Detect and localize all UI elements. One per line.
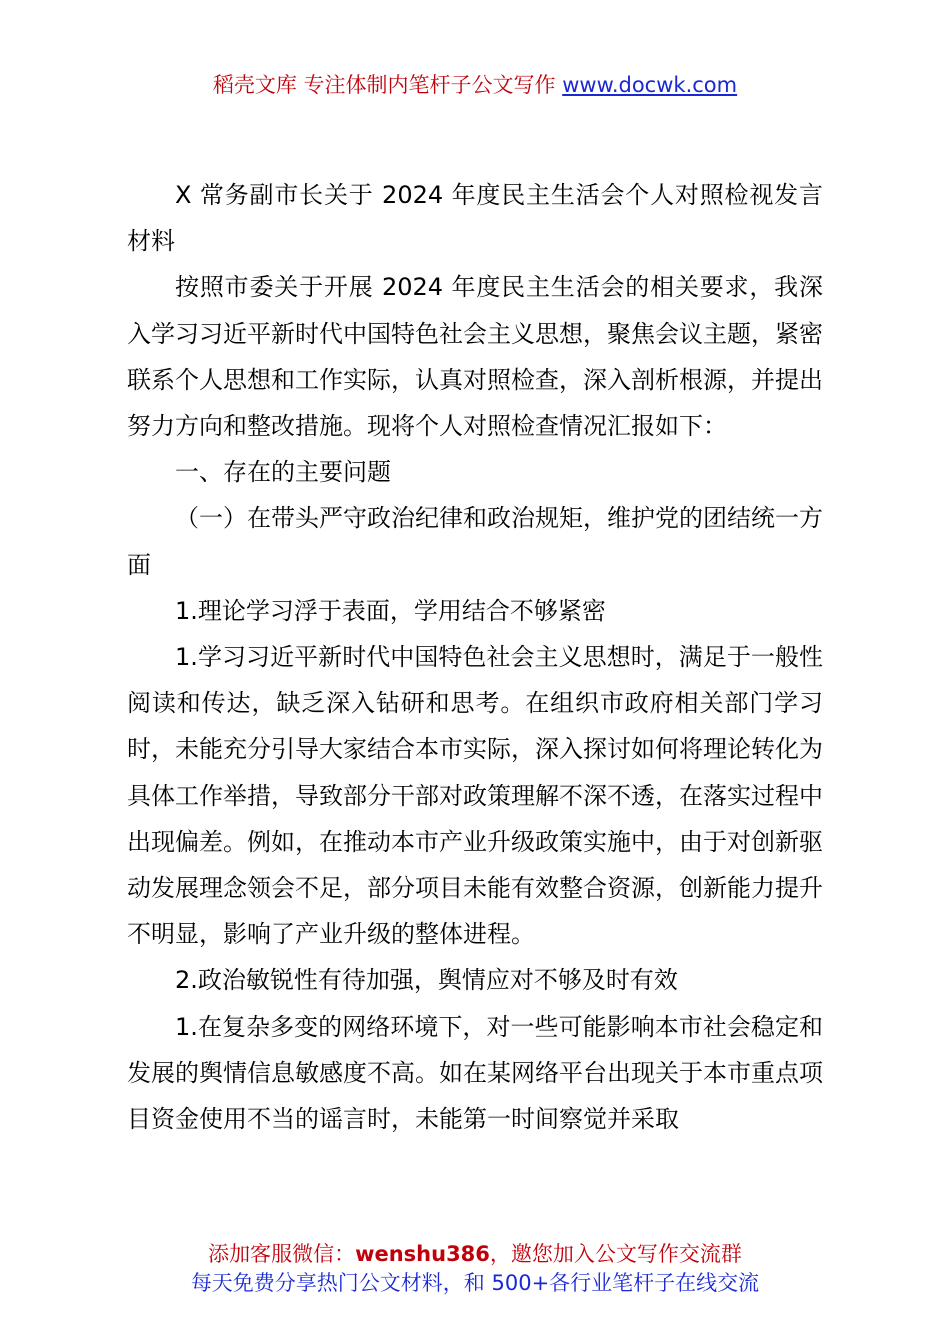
header-site-text: 稻壳文库 专注体制内笔杆子公文写作 (212, 73, 563, 97)
page-header (0, 70, 950, 100)
document-body (127, 172, 823, 1142)
point-title: 1.理论学习浮于表面，学用结合不够紧密 (175, 596, 606, 625)
footer-wechat-id: wenshu386 (355, 1242, 490, 1266)
page-footer (0, 1240, 950, 1298)
footer-promo-line: 每天免费分享热门公文材料，和 500+各行业笔杆子在线交流 (190, 1271, 760, 1295)
intro-paragraph: 按照市委关于开展 2024 年度民主生活会的相关要求，我深入学习习近平新时代中国特色社会主义思想，聚焦会议主题，紧密联系个人思想和工作实际，认真对照检查，深入剖析根源，并提出努力方向和整改措施。现将个人对照检查情况汇报如下： (127, 273, 823, 441)
footer-contact-suffix: ，邀您加入公文写作交流群 (489, 1242, 742, 1266)
footer-contact-line (0, 1240, 950, 1269)
header-site-link[interactable]: www.docwk.com (562, 73, 738, 97)
subsection-heading: （一）在带头严守政治纪律和政治规矩，维护党的团结统一方面 (127, 504, 823, 579)
section-heading: 一、存在的主要问题 (175, 458, 391, 487)
document-title: X 常务副市长关于 2024 年度民主生活会个人对照检视发言材料 (127, 181, 823, 256)
footer-contact-prefix: 添加客服微信： (208, 1242, 356, 1266)
point-title: 2.政治敏锐性有待加强，舆情应对不够及时有效 (175, 966, 678, 995)
point-body: 1.学习习近平新时代中国特色社会主义思想时，满足于一般性阅读和传达，缺乏深入钻研和思考。在组织市政府相关部门学习时，未能充分引导大家结合本市实际，深入探讨如何将理论转化为具体工作举措，导致部分干部对政策理解不深不透，在落实过程中出现偏差。例如，在推动本市产业升级政策实施中，由于对创新驱动发展理念领会不足，部分项目未能有效整合资源，创新能力提升不明显，影响了产业升级的整体进程。 (127, 643, 823, 949)
point-body: 1.在复杂多变的网络环境下，对一些可能影响本市社会稳定和发展的舆情信息敏感度不高。如在某网络平台出现关于本市重点项目资金使用不当的谣言时，未能第一时间察觉并采取 (127, 1012, 823, 1134)
